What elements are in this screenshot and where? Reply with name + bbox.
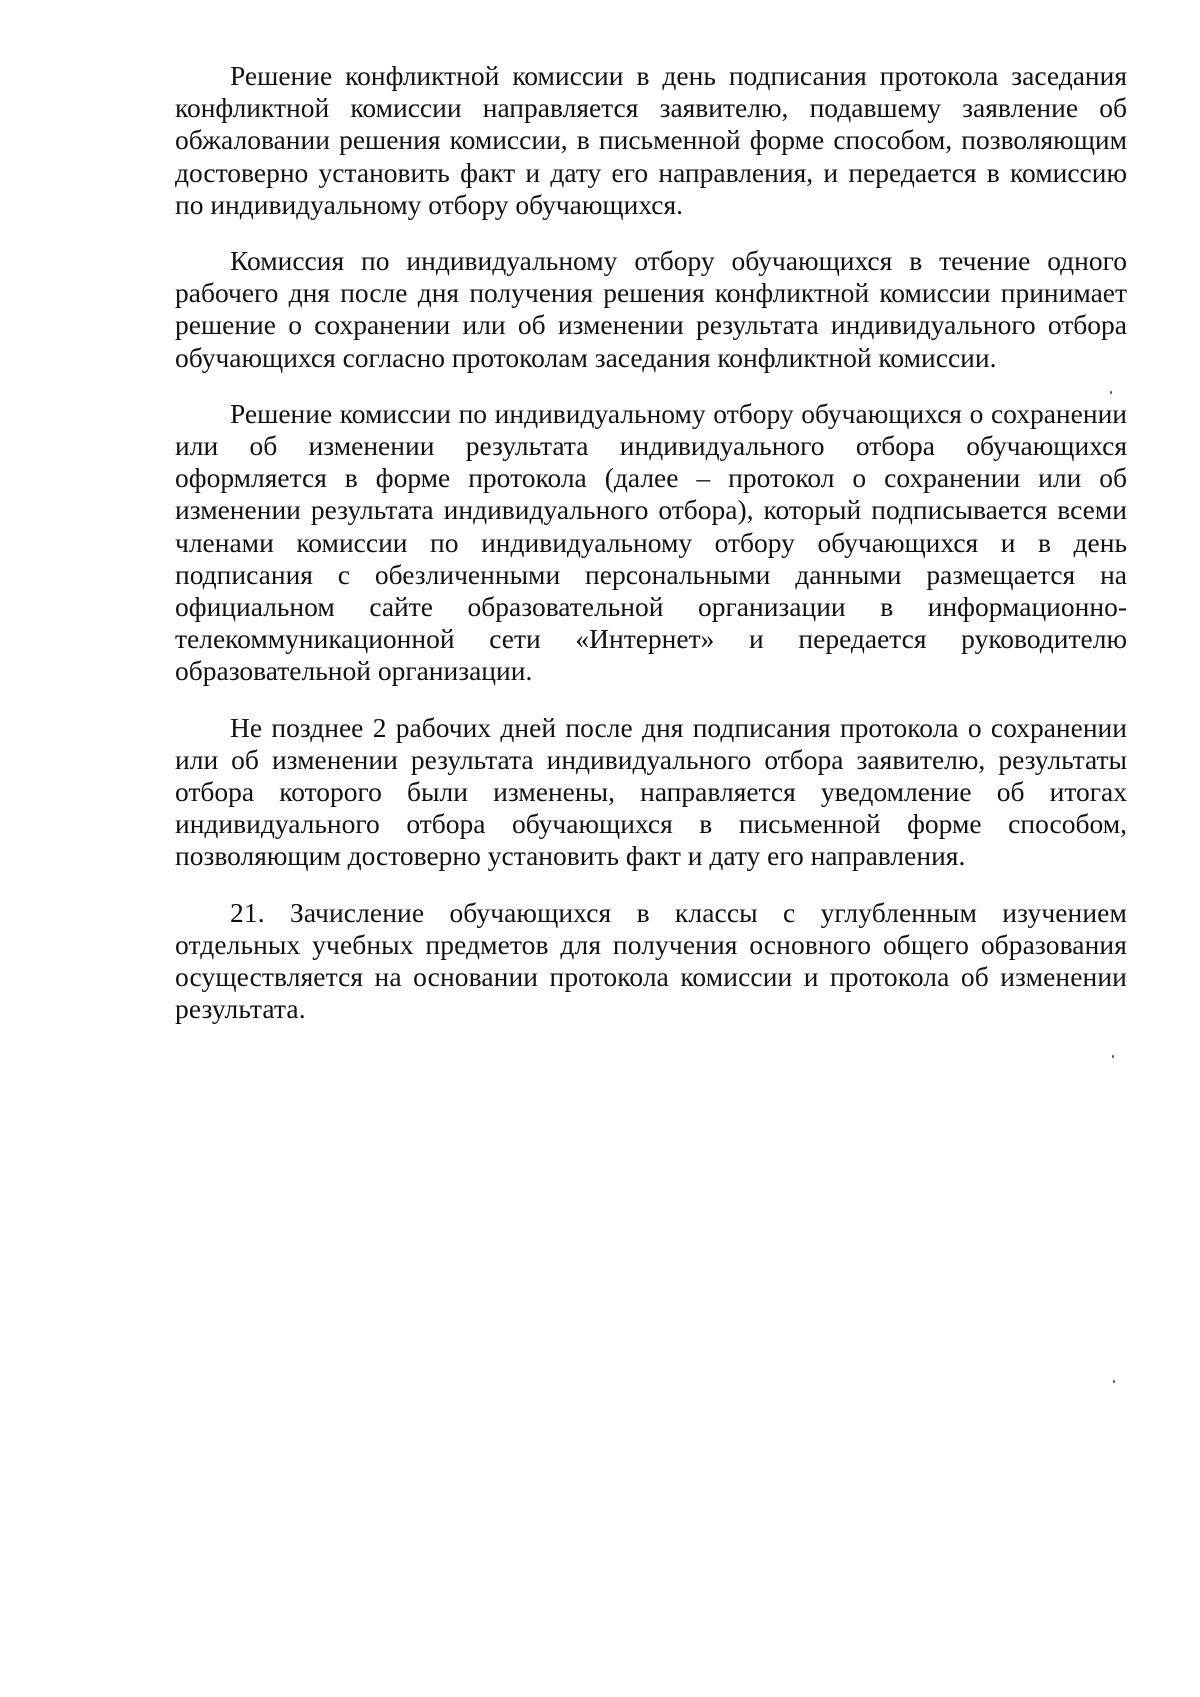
scan-speck xyxy=(1110,391,1112,394)
paragraph-conflict-commission-decision: Решение конфликтной комиссии в день подписания протокола заседания конфликтной комиссии направляется заявителю, подавшему заявление об обжаловании решения комиссии, в письменной форме способом, позволяющим достоверно установить факт и дату его направления, и передается в комиссию по индивидуальному отбору обучающихся. xyxy=(175,60,1127,220)
paragraph-selection-commission-review: Комиссия по индивидуальному отбору обучающихся в течение одного рабочего дня после дня получения решения конфликтной комиссии принимает решение о сохранении или об изменении результата индивидуального отбора обучающихся согласно протоколам заседания конфликтной комиссии. xyxy=(175,245,1127,373)
document-page xyxy=(175,60,1127,1049)
paragraph-21-enrollment: 21. Зачисление обучающихся в классы с углубленным изучением отдельных учебных предметов для получения основного общего образования осуществляется на основании протокола комиссии и протокола об изменении результата. xyxy=(175,896,1127,1025)
scan-speck xyxy=(1113,1380,1115,1383)
scan-speck xyxy=(1112,1055,1114,1058)
paragraph-applicant-notification: Не позднее 2 рабочих дней после дня подписания протокола о сохранении или об изменении результата индивидуального отбора заявителю, результаты отбора которого были изменены, направляется уведомление об итогах индивидуального отбора обучающихся в письменной форме способом, позволяющим достоверно установить факт и дату его направления. xyxy=(175,711,1127,872)
paragraph-protocol-formalization: Решение комиссии по индивидуальному отбору обучающихся о сохранении или об изменении результата индивидуального отбора обучающихся оформляется в форме протокола (далее – протокол о сохранении или об изменении результата индивидуального отбора), который подписывается всеми членами комиссии по индивидуальному отбору обучающихся и в день подписания с обезличенными персональными данными размещается на официальном сайте образовательной организации в информационно-телекоммуникационной сети «Интернет» и передается руководителю образовательной организации. xyxy=(175,397,1127,687)
